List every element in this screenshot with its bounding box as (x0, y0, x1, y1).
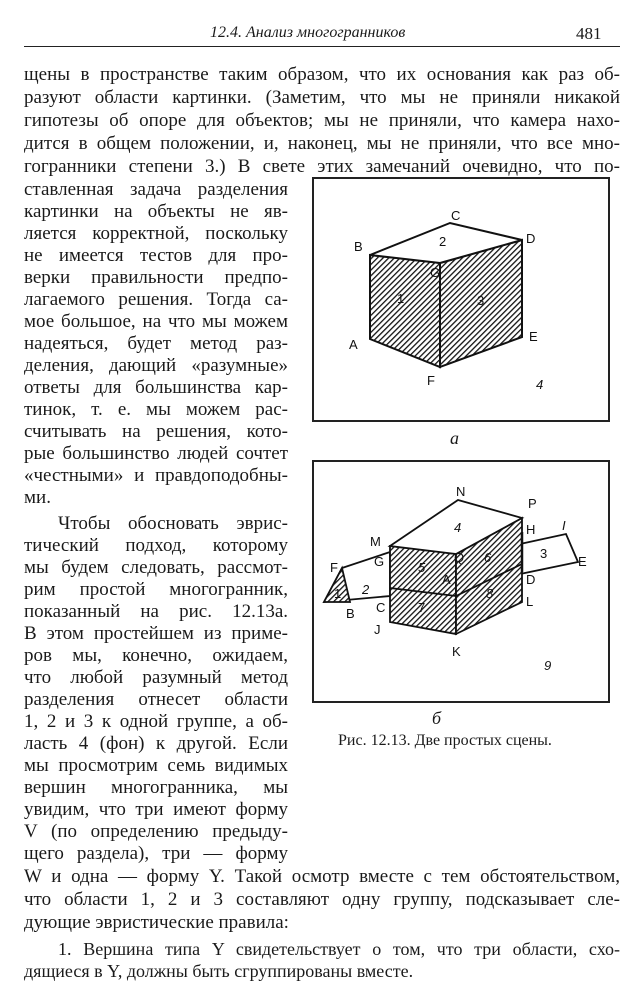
text-line: лагаемого решения. Тогда са- (24, 289, 288, 310)
vertex-label: B (354, 239, 363, 254)
figure-a-label: а (450, 428, 459, 448)
vertex-label: I (562, 518, 566, 533)
text-line: разделения отнесет области (24, 689, 288, 710)
text-line: ставленная задача разделения (24, 179, 288, 200)
figure-b-drawing (314, 462, 608, 701)
text-line: «честными» и правдоподобны- (24, 465, 288, 486)
running-title: 12.4. Анализ многогранников (210, 24, 406, 41)
vertex-label: P (528, 496, 537, 511)
text-line: мое большое, на что мы можем (24, 311, 288, 332)
text-line: ласть 4 (фон) к другой. Если (24, 733, 288, 754)
text-line: надеяться, будет метод раз- (24, 333, 288, 354)
text-line: дящиеся в Y, должны быть сгруппированы вместе. (24, 961, 414, 981)
text-line: картинки на объекты не яв- (24, 201, 288, 222)
text-line: щены в пространстве таким образом, что их основания как раз об- (24, 64, 620, 85)
text-line: 1. Вершина типа Y свидетельствует о том, что три области, схо- (58, 939, 620, 959)
text-line: не имеется тестов для про- (24, 245, 288, 266)
text-line: дующие эвристические правила: (24, 912, 289, 933)
text-line: ми. (24, 487, 51, 508)
text-line: V (по определению предыду- (24, 821, 288, 842)
vertex-label: C (451, 208, 461, 223)
text-line: 1, 2 и 3 к одной группе, а об- (24, 711, 288, 732)
text-line: Чтобы обосновать эврис- (58, 513, 288, 534)
vertex-label: C (376, 600, 386, 615)
figure-a (312, 177, 610, 422)
region-label: 3 (477, 293, 485, 308)
vertex-label: Q (454, 550, 465, 565)
vertex-label: J (374, 622, 381, 637)
header-rule (24, 46, 620, 47)
text-line: что любой разумный метод (24, 667, 288, 688)
vertex-label: A (442, 572, 451, 587)
region-label: 5 (418, 560, 426, 575)
text-line: рим простой многогранник, (24, 579, 288, 600)
vertex-label: G (430, 265, 441, 280)
text-line: увидим, что три имеют форму (24, 799, 288, 820)
text-line: что области 1, 2 и 3 составляют одну группу, подсказывает сле- (24, 889, 620, 910)
vertex-label: E (529, 329, 538, 344)
vertex-label: B (346, 606, 355, 621)
figure-a-drawing (314, 179, 608, 420)
vertex-label: D (526, 572, 536, 587)
text-line: мы просмотрим семь видимых (24, 755, 288, 776)
text-line: мы будем следовать, рассмот- (24, 557, 288, 578)
text-line: В этом простейшем из приме- (24, 623, 288, 644)
text-line: ров мы, конечно, ожидаем, (24, 645, 288, 666)
region-label: 4 (536, 377, 544, 392)
text-line: гипотезы об опоре для объектов; мы не приняли, что камера нахо- (24, 110, 620, 131)
text-line: щего раздела), три — форму (24, 843, 288, 864)
figure-caption: Рис. 12.13. Две простых сцены. (338, 732, 552, 749)
text-line: показанный на рис. 12.13а. (24, 601, 288, 622)
text-line: верки правильности предпо- (24, 267, 288, 288)
vertex-label: F (330, 560, 338, 575)
region-label: 2 (439, 234, 447, 249)
region-label: 2 (362, 582, 370, 597)
figure-b-label: б (432, 708, 442, 728)
text-line: тинок, т. е. мы можем рас- (24, 399, 288, 420)
vertex-label: G (374, 554, 385, 569)
vertex-label: L (526, 594, 534, 609)
text-line: ответы для большинства кар- (24, 377, 288, 398)
text-line: гогранники степени 3.) В свете этих замечаний очевидно, что по- (24, 156, 620, 177)
region-label: 1 (397, 291, 405, 306)
region-label: 6 (484, 550, 492, 565)
vertex-label: A (349, 337, 358, 352)
text-line: W и одна — форму Y. Такой осмотр вместе с тем обстоятельством, (24, 866, 620, 887)
vertex-label: K (452, 644, 461, 659)
region-label: 7 (418, 600, 426, 615)
figure-b (312, 460, 610, 703)
vertex-label: H (526, 522, 536, 537)
region-label: 4 (454, 520, 462, 535)
vertex-label: D (526, 231, 536, 246)
text-line: ляется корректной, поскольку (24, 223, 288, 244)
text-line: вершин многогранника, мы (24, 777, 288, 798)
region-label: 8 (486, 586, 494, 601)
text-line: дится в общем положении, и, наконец, мы не приняли, что все мно- (24, 133, 620, 154)
wedge-right (520, 534, 578, 574)
text-line: деления, дающий «разумные» (24, 355, 288, 376)
vertex-label: M (370, 534, 381, 549)
page-header (0, 0, 644, 48)
region-label: 1 (334, 586, 342, 601)
region-label: 3 (540, 546, 548, 561)
vertex-label: N (456, 484, 466, 499)
text-line: рые большинство людей сочтет (24, 443, 288, 464)
page-number: 481 (576, 24, 602, 43)
text-line: разуют области картинки. (Заметим, что мы не приняли никакой (24, 87, 620, 108)
vertex-label: F (427, 373, 435, 388)
text-line: считывать на решения, кото- (24, 421, 288, 442)
text-line: тический подход, которому (24, 535, 288, 556)
vertex-label: E (578, 554, 587, 569)
region-label: 9 (544, 658, 552, 673)
